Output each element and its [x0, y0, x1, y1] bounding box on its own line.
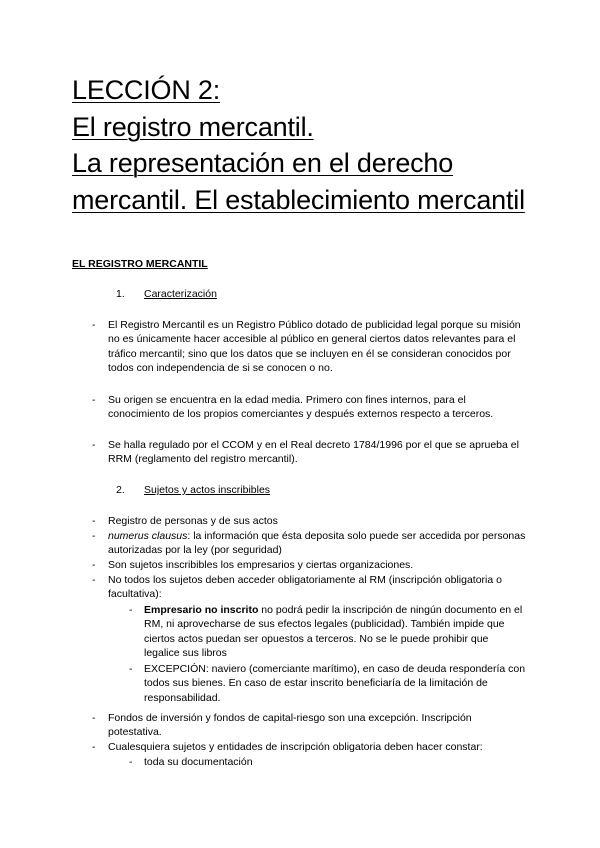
latin-term: numerus clausus [108, 530, 188, 542]
list-item-text [144, 603, 526, 660]
bullet-dash: - [92, 712, 96, 724]
list-item-text: El Registro Mercantil es un Registro Público dotado de publicidad legal porque su misión no es únicamente hacer accesible al público en general ciertos datos relevantes para el tráfico mercantil; sino que los datos que se incluyen en él se consideran conocidos por todos con independencia de si se conocen o no. [108, 319, 521, 374]
bullet-dash: - [92, 559, 96, 571]
title-line-2: El registro mercantil. [72, 111, 314, 142]
title-line-3: La representación en el derecho [72, 148, 454, 178]
bullet-dash: - [129, 604, 133, 616]
list-item-text: Registro de personas y de sus actos [108, 515, 278, 527]
bullet-dash: - [92, 394, 96, 406]
list-item-text: Cualesquiera sujetos y entidades de inscripción obligatoria deben hacer constar: [108, 741, 483, 753]
list-item-text: Son sujetos inscribibles los empresarios y ciertas organizaciones. [108, 559, 414, 571]
subsection-number: 2. [116, 484, 125, 496]
list-item-text-rest: : la información que ésta deposita solo puede ser accedida por personas autorizadas por la ley (por seguridad) [108, 530, 526, 557]
list-item-text: EXCEPCIÓN: naviero (comerciante marítimo), en caso de deuda respondería con todos sus bienes. En caso de estar inscrito beneficiaría de la limitación de responsabilidad. [144, 663, 526, 704]
title-line-1: LECCIÓN 2: [72, 75, 221, 105]
bullet-dash: - [92, 515, 96, 527]
list-item-text [108, 529, 526, 558]
subsection-label: Sujetos y actos inscribibles [144, 484, 271, 496]
subsection-label: Caracterización [144, 288, 217, 300]
bullet-dash: - [92, 319, 96, 331]
list-item-text: toda su documentación [144, 756, 253, 768]
bullet-dash: - [92, 741, 96, 753]
bullet-dash: - [129, 663, 133, 675]
subsection-number: 1. [116, 288, 125, 300]
bullet-dash: - [92, 530, 96, 542]
bullet-dash: - [92, 574, 96, 586]
bullet-dash: - [129, 756, 133, 768]
bold-term: Empresario no inscrito [144, 604, 259, 616]
list-item-text: Su origen se encuentra en la edad media. Primero con fines internos, para el conocimiento de los propios comerciantes y después externos respecto a terceros. [108, 394, 494, 421]
lesson-title [72, 72, 572, 218]
bullet-dash: - [92, 439, 96, 451]
list-item-text: Se halla regulado por el CCOM y en el Real decreto 1784/1996 por el que se aprueba el RRM (reglamento del registro mercantil). [108, 439, 519, 466]
section-heading: EL REGISTRO MERCANTIL [72, 258, 208, 270]
list-item-text: No todos los sujetos deben acceder obligatoriamente al RM (inscripción obligatoria o facultativa): [108, 574, 502, 601]
title-line-4: mercantil. El establecimiento mercantil [72, 184, 525, 215]
list-item-text: Fondos de inversión y fondos de capital-riesgo son una excepción. Inscripción potestativa. [108, 712, 472, 739]
list-item-text-rest: no podrá pedir la inscripción de ningún documento en el RM, ni aprovecharse de sus efectos legales (publicidad). También impide que ciertos actos puedan ser opuestos a terceros. No se le puede prohibir que legalice sus libros [144, 604, 523, 659]
